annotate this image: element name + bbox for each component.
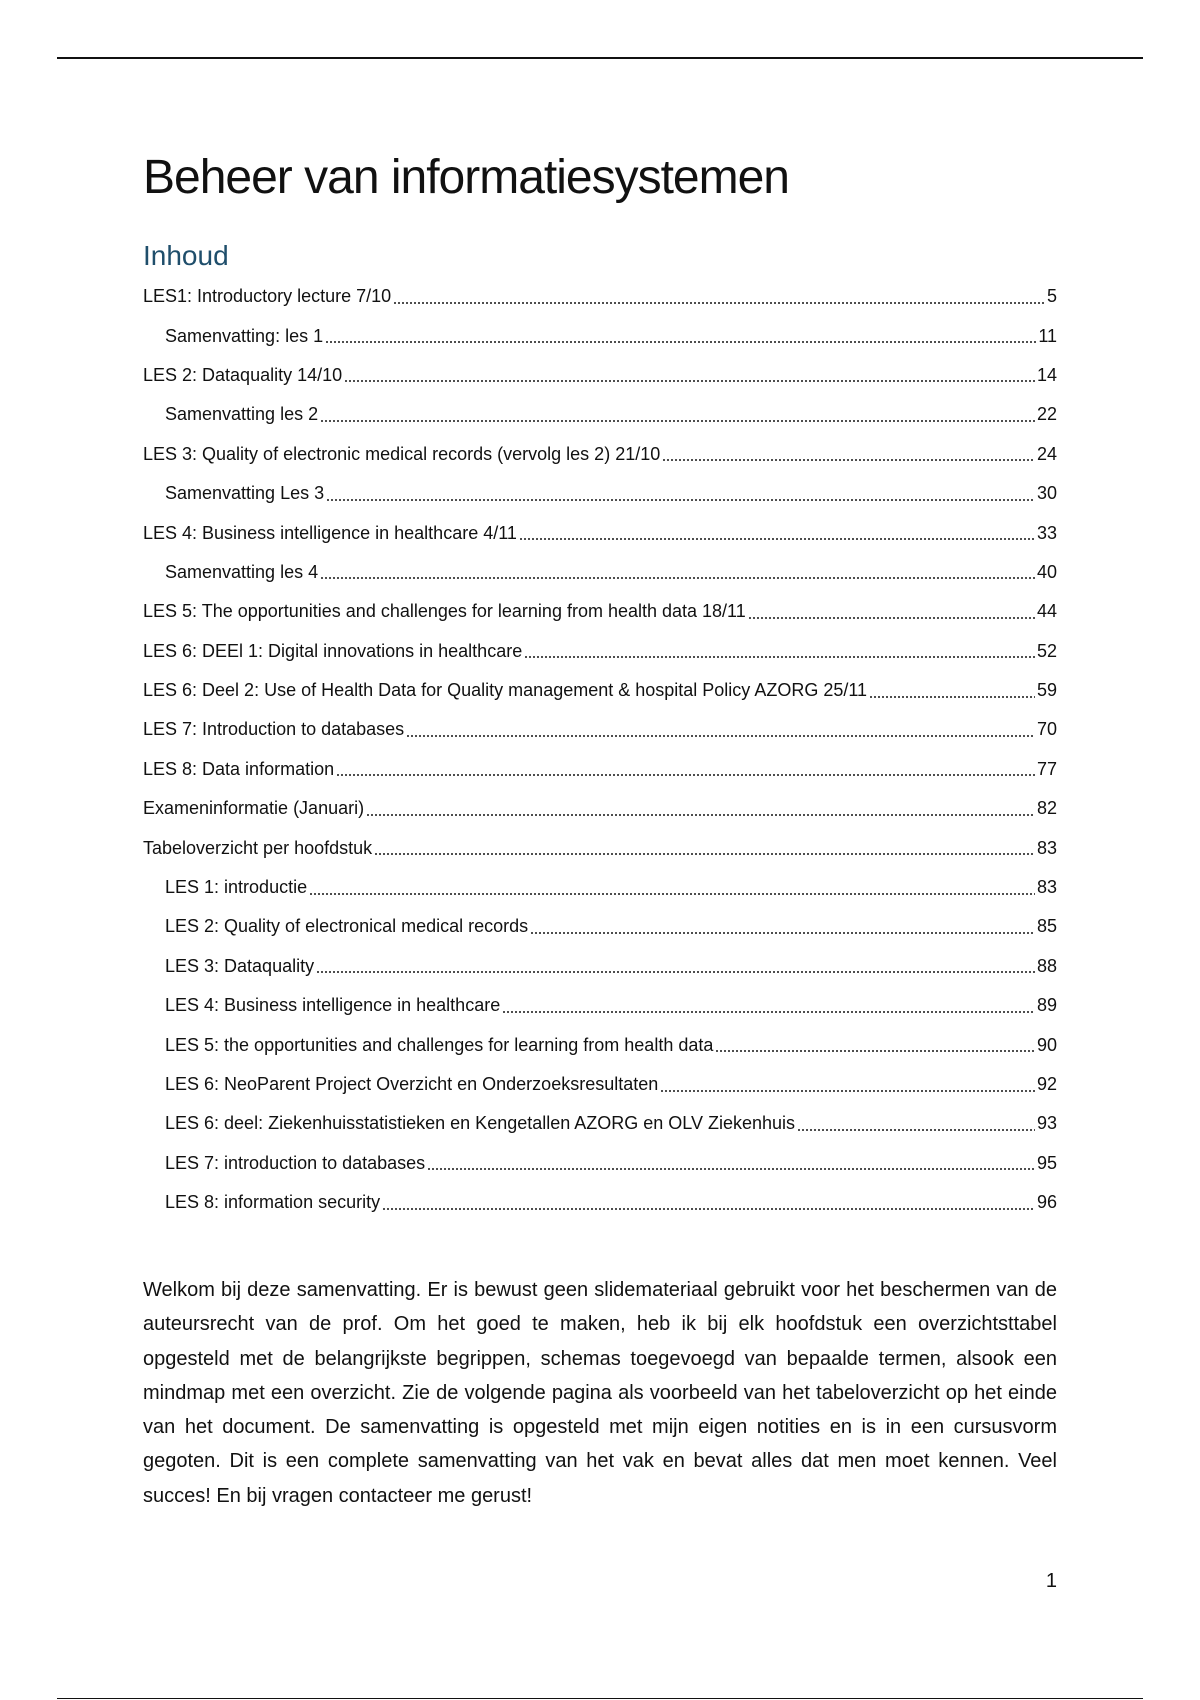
toc-entry-page: 83 [1036,877,1057,898]
toc-entry-label: LES 7: introduction to databases [165,1152,426,1173]
footer-rule [57,1698,1143,1699]
toc-entry-page: 24 [1036,443,1057,464]
toc-entry-label: LES 6: DEEl 1: Digital innovations in healthcare [143,640,523,661]
toc-entry-page: 83 [1036,837,1057,858]
toc-entry-page: 88 [1036,955,1057,976]
toc-entry-page: 95 [1036,1152,1057,1173]
toc-entry[interactable] [143,435,1057,474]
toc-entry-label: LES 2: Dataquality 14/10 [143,364,343,385]
toc-dot-leader [797,1129,1035,1131]
toc-entry-label: Samenvatting les 2 [165,404,319,425]
toc-entry[interactable] [143,277,1057,316]
toc-entry-label: LES 6: Deel 2: Use of Health Data for Quality management & hospital Policy AZORG 25/11 [143,680,868,701]
toc-dot-leader [325,341,1036,343]
toc-entry-page: 92 [1036,1074,1057,1094]
toc-entry[interactable] [143,828,1057,867]
toc-entry[interactable] [143,868,1057,907]
toc-entry-label: LES 8: Data information [143,758,335,779]
toc-entry-label: LES 1: introductie [165,877,308,898]
toc-entry[interactable] [143,986,1057,1025]
toc-dot-leader [660,1090,1035,1092]
toc-entry-label: Tabeloverzicht per hoofdstuk [143,837,373,858]
toc-entry[interactable] [143,1144,1057,1183]
toc-entry-label: Samenvatting Les 3 [165,483,325,504]
toc-entry[interactable] [143,1104,1057,1143]
document-title: Beheer van informatiesystemen [143,151,789,204]
toc-entry[interactable] [143,553,1057,592]
toc-dot-leader [427,1168,1035,1170]
toc-entry-page: 40 [1036,561,1057,582]
toc-entry-label: LES 2: Quality of electronical medical records [165,916,529,937]
toc-entry-label: LES 6: NeoParent Project Overzicht en Onderzoeksresultaten [165,1074,659,1094]
toc-entry[interactable] [143,395,1057,434]
toc-entry[interactable] [143,632,1057,671]
toc-entry-page: 33 [1036,522,1057,543]
toc-entry-page: 5 [1046,286,1057,307]
toc-dot-leader [662,459,1035,461]
toc-entry-page: 14 [1036,364,1057,385]
toc-dot-leader [869,696,1035,698]
toc-entry-page: 77 [1036,758,1057,779]
toc-dot-leader [320,577,1035,579]
toc-entry-page: 90 [1036,1034,1057,1055]
toc-dot-leader [382,1208,1035,1210]
toc-entry[interactable] [143,750,1057,789]
toc-entry-page: 89 [1036,995,1057,1016]
toc-entry-label: LES 3: Quality of electronic medical records (vervolg les 2) 21/10 [143,443,661,464]
toc-entry-page: 82 [1036,798,1057,819]
intro-paragraph: Welkom bij deze samenvatting. Er is bewust geen slidemateriaal gebruikt voor het beschermen van de auteursrecht van de prof. Om het goed te maken, heb ik bij elk hoofdstuk een overzichtsttabel opgesteld met de belangrijkste begrippen, schemas toegevoegd van bepaalde termen, alsook een mindmap met een overzicht. Zie de volgende pagina als voorbeeld van het tabeloverzicht op het einde van het document. De samenvatting is opgesteld met mijn eigen notities en is in een cursusvorm gegoten. Dit is een complete samenvatting van het vak en bevat alles dat men moet kennen. Veel succes! En bij vragen contacteer me gerust! [143,1279,1057,1507]
toc-dot-leader [524,656,1035,658]
toc-entry-page: 93 [1036,1113,1057,1134]
toc-entry[interactable] [143,671,1057,710]
toc-dot-leader [366,814,1035,816]
toc-entry-label: LES 3: Dataquality [165,955,315,976]
toc-dot-leader [326,499,1035,501]
toc-entry-label: LES 6: deel: Ziekenhuisstatistieken en Kengetallen AZORG en OLV Ziekenhuis [165,1113,796,1134]
toc-dot-leader [374,853,1035,855]
toc-dot-leader [519,538,1035,540]
toc-heading: Inhoud [143,240,229,271]
toc-entry[interactable] [143,789,1057,828]
toc-entry-page: 44 [1036,601,1057,622]
toc-entry-label: Exameninformatie (Januari) [143,798,365,819]
toc-entry[interactable] [143,592,1057,631]
toc-entry-page: 30 [1036,483,1057,504]
toc-entry[interactable] [143,710,1057,749]
toc-entry[interactable] [143,316,1057,355]
toc-dot-leader [715,1050,1035,1052]
toc-entry-label: LES 8: information security [165,1192,381,1213]
toc-dot-leader [393,302,1045,304]
toc-entry-label: LES 7: Introduction to databases [143,719,405,740]
toc-dot-leader [320,420,1035,422]
table-of-contents [143,277,1057,1222]
toc-entry-label: Samenvatting les 4 [165,561,319,582]
toc-dot-leader [748,617,1035,619]
toc-entry-page: 96 [1036,1192,1057,1213]
toc-entry-label: LES1: Introductory lecture 7/10 [143,286,392,307]
toc-entry-label: LES 4: Business intelligence in healthcare 4/11 [143,522,517,543]
toc-entry-label: Samenvatting: les 1 [165,325,324,346]
toc-entry-page: 70 [1036,719,1057,740]
toc-dot-leader [502,1011,1035,1013]
toc-entry-page: 22 [1036,404,1057,425]
page-number: 1 [1045,1570,1057,1592]
toc-dot-leader [309,893,1035,895]
toc-dot-leader [344,380,1035,382]
toc-dot-leader [406,735,1035,737]
toc-dot-leader [316,971,1035,973]
toc-entry-page: 59 [1036,680,1057,701]
header-rule [57,57,1143,59]
toc-entry-page: 11 [1038,325,1057,346]
toc-entry-page: 52 [1036,640,1057,661]
toc-entry[interactable] [143,1183,1057,1222]
toc-entry[interactable] [143,513,1057,552]
toc-entry[interactable] [143,907,1057,946]
toc-entry-page: 85 [1036,916,1057,937]
toc-entry-label: LES 4: Business intelligence in healthcare [165,995,501,1016]
toc-entry[interactable] [143,1025,1057,1064]
toc-dot-leader [530,932,1035,934]
toc-dot-leader [336,774,1035,776]
toc-entry-label: LES 5: The opportunities and challenges for learning from health data 18/11 [143,601,746,622]
toc-entry[interactable] [143,474,1057,513]
toc-entry[interactable] [143,1065,1057,1104]
toc-entry[interactable] [143,947,1057,986]
toc-entry-label: LES 5: the opportunities and challenges for learning from health data [165,1034,714,1055]
toc-entry[interactable] [143,356,1057,395]
